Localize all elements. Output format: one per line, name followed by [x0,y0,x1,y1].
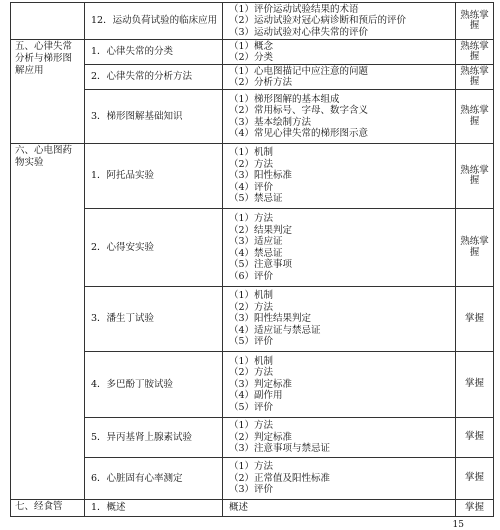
item-cell: 2．心得安实验 [85,209,223,287]
item-cell: 12．运动负荷试验的临床应用 [85,3,223,40]
requirement-cell: 熟练掌握 [456,40,494,65]
content-line: （3）基本绘制方法 [229,116,312,128]
table-row [11,144,494,209]
content-line: （1）机制 [229,355,274,367]
content-line: （3）适应证 [229,236,283,247]
content-line: （3）运动试验对心律失常的评价 [229,26,369,38]
content-line: （2）结果判定 [229,224,293,236]
content-line: （5）评价 [229,401,274,413]
item-cell: 1．心律失常的分类 [85,40,223,65]
content-line: （3）注意事项与禁忌证 [229,443,331,455]
content-line: （5）禁忌证 [229,193,283,205]
requirement-cell: 掌握 [456,287,494,352]
content-cell [223,352,456,418]
content-cell [223,418,456,458]
content-line: （4）评价 [229,181,274,193]
content-cell [223,90,456,144]
item-cell: 6．心脏固有心率测定 [85,458,223,500]
requirement-cell: 掌握 [456,458,494,500]
item-cell: 5．异丙基肾上腺素试验 [85,418,223,458]
item-cell: 4．多巴酚丁胺试验 [85,352,223,418]
requirement-cell: 掌握 [456,418,494,458]
content-line: （3）阳性标准 [229,170,293,182]
content-cell [223,458,456,500]
content-line: （2）运动试验对冠心病诊断和预后的评价 [229,15,407,27]
category-cell [11,3,85,40]
content-line: （1）方法 [229,461,274,473]
content-line: （5）注意事项 [229,259,293,270]
requirement-cell: 掌握 [456,352,494,418]
content-cell [223,287,456,352]
content-line: （4）副作用 [229,390,283,402]
category-cell: 七、经食管 [11,500,85,517]
content-line: （4）禁忌证 [229,247,283,259]
content-line: （2）方法 [229,301,274,313]
item-cell: 3．潘生丁试验 [85,287,223,352]
requirement-cell: 掌握 [456,500,494,517]
content-line: （2）正常值及阳性标准 [229,472,331,484]
content-line: （3）阳性结果判定 [229,313,312,325]
content-line: （1）方法 [229,213,274,224]
syllabus-table [10,2,494,517]
content-line: （4）适应证与禁忌证 [229,324,321,336]
item-cell: 1．概述 [85,500,223,517]
requirement-cell: 熟练掌握 [456,209,494,287]
category-cell: 六、心电图药物实验 [11,144,85,500]
content-line: （5）评价 [229,336,274,348]
content-cell [223,65,456,90]
content-line: 概述 [229,502,249,514]
item-cell: 3．梯形图解基础知识 [85,90,223,144]
requirement-cell: 熟练掌握 [456,65,494,90]
content-line: （1）梯形图解的基本组成 [229,93,340,105]
content-line: （1）方法 [229,420,274,432]
content-cell [223,3,456,40]
item-cell: 2．心律失常的分析方法 [85,65,223,90]
item-cell: 1．阿托品实验 [85,144,223,209]
content-line: （2）判定标准 [229,431,293,443]
content-line: （3）评价 [229,484,274,496]
content-line: （2）方法 [229,367,274,379]
content-line: （3）判定标准 [229,378,293,390]
content-line: （1）机制 [229,290,274,302]
requirement-cell: 熟练掌握 [456,144,494,209]
page-number: 15 [452,520,464,530]
content-line: （2）分析方法 [229,77,293,88]
category-cell: 五、心律失常分析与梯形图解应用 [11,40,85,144]
content-cell [223,144,456,209]
content-line: （2）方法 [229,158,274,170]
content-cell [223,40,456,65]
content-line: （2）常用标号、字母、数字含义 [229,105,369,116]
table-row [11,3,494,40]
content-line: （1）机制 [229,147,274,159]
content-cell [223,500,456,517]
content-line: （6）评价 [229,270,274,282]
content-line: （1）概念 [229,40,274,52]
table-row [11,40,494,65]
content-line: （1）评价运动试验结果的术语 [229,3,359,15]
content-cell [223,209,456,287]
content-line: （4）常见心律失常的梯形图示意 [229,128,369,139]
requirement-cell: 熟练掌握 [456,90,494,144]
content-line: （2）分类 [229,52,274,63]
content-line: （1）心电图描记中应注意的问题 [229,65,369,77]
table-row [11,500,494,517]
requirement-cell: 熟练掌握 [456,3,494,40]
